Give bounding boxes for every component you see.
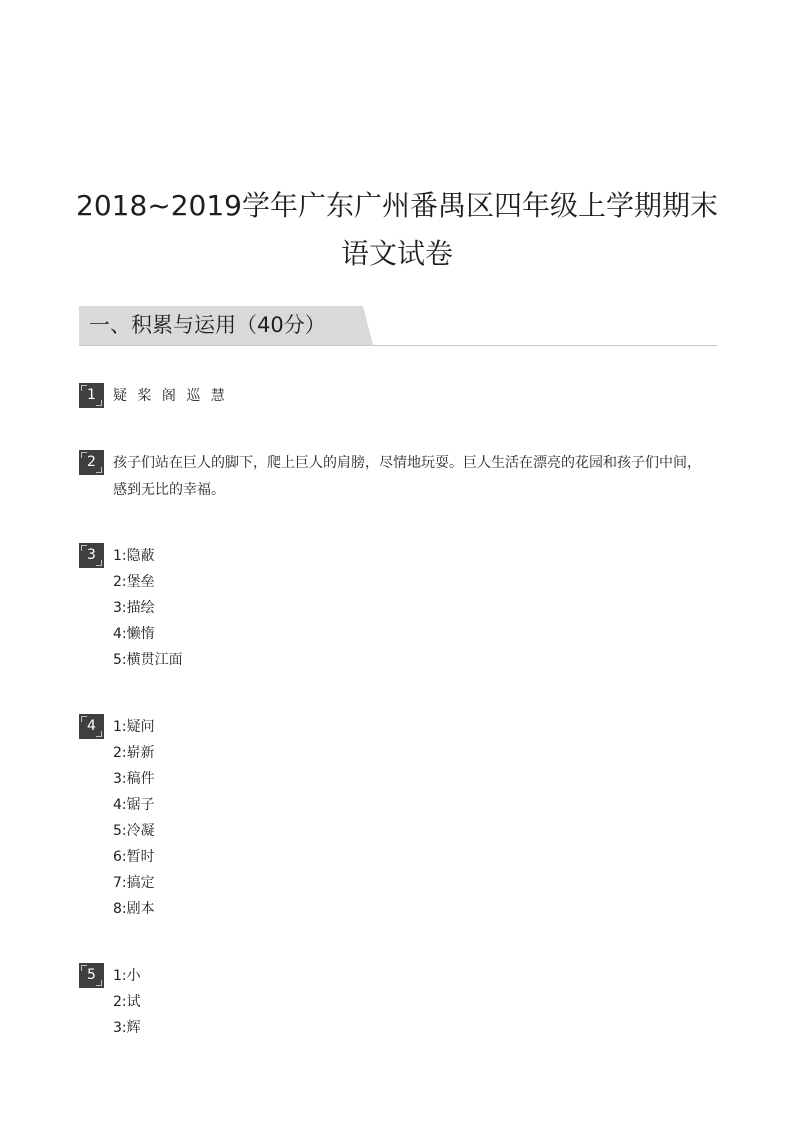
question-number-badge: 5 (79, 963, 104, 988)
answer-line: 2:试 (113, 994, 141, 1010)
answer-line: 5:横贯江面 (113, 652, 183, 668)
question-number-badge: 1 (79, 383, 104, 408)
answer-line: 4:锯子 (113, 797, 155, 813)
answer-line: 8:剧本 (113, 901, 155, 917)
answer-line: 5:冷凝 (113, 823, 155, 839)
question-answer (113, 543, 703, 673)
answer-line: 3:稿件 (113, 771, 155, 787)
answer-line: 3:辉 (113, 1020, 141, 1036)
answer-line: 1:隐蔽 (113, 548, 155, 564)
answer-line: 1:疑问 (113, 719, 155, 735)
answer-line: 4:懒惰 (113, 626, 155, 642)
answer-line: 2:堡垒 (113, 574, 155, 590)
question-answer (113, 450, 703, 504)
page-title (60, 182, 734, 278)
answer-paragraph: 孩子们站在巨人的脚下，爬上巨人的肩膀，尽情地玩耍。巨人生活在漂亮的花园和孩子们中间，感到无比的幸福。 (113, 455, 701, 498)
page-title-line-2: 语文试卷 (340, 237, 453, 270)
question-answer (113, 963, 703, 1041)
answer-line: 1:小 (113, 968, 141, 984)
question-answer (113, 714, 703, 922)
section-header-label: 一、积累与运用（40分） (89, 313, 326, 337)
answer-line: 2:崭新 (113, 745, 155, 761)
answer-line: 疑 桨 阁 巡 慧 (113, 388, 228, 404)
question-number-badge: 4 (79, 714, 104, 739)
question-number-badge: 2 (79, 450, 104, 475)
page-title-line-1: 2018~2019学年广东广州番禺区四年级上学期期末 (76, 189, 718, 222)
answer-line: 6:暂时 (113, 849, 155, 865)
answer-line: 3:描绘 (113, 600, 155, 616)
question-answer (113, 383, 703, 409)
question-number-badge: 3 (79, 543, 104, 568)
answer-line: 7:搞定 (113, 875, 155, 891)
section-header (79, 306, 717, 346)
